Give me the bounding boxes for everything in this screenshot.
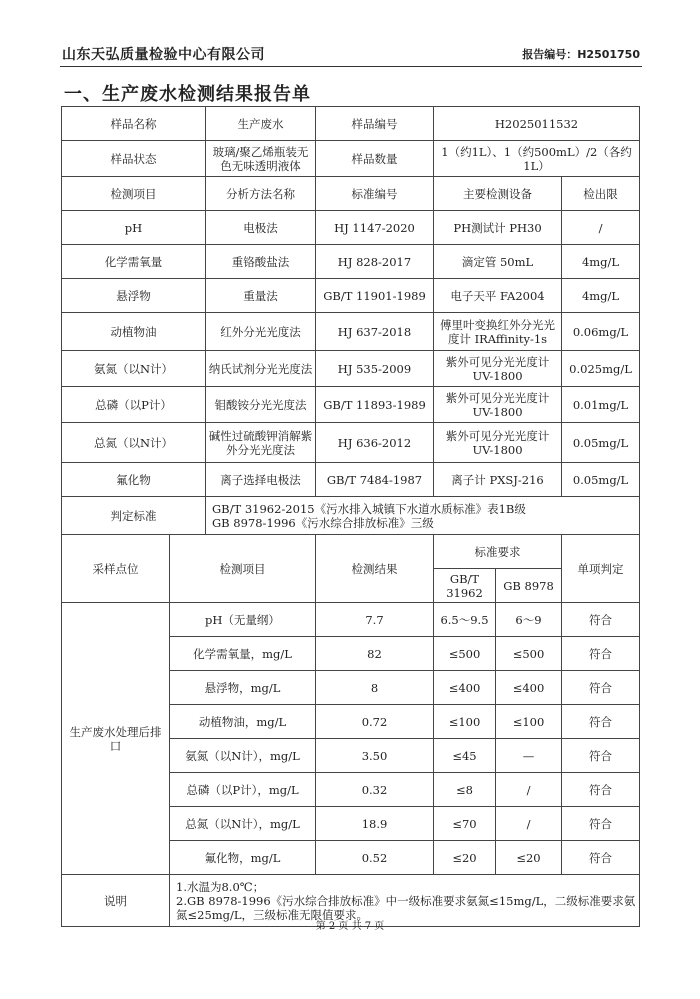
method-row bbox=[62, 245, 640, 279]
method-equipment: 离子计 PXSJ-216 bbox=[434, 463, 562, 497]
sample-no-label: 样品编号 bbox=[316, 107, 434, 141]
method-equipment: 电子天平 FA2004 bbox=[434, 279, 562, 313]
result-std-1-req: ≤400 bbox=[434, 671, 496, 705]
result-header-std-1: GB/T 31962 bbox=[434, 569, 496, 603]
sample-qty-label: 样品数量 bbox=[316, 141, 434, 177]
result-result: 0.72 bbox=[316, 705, 434, 739]
result-std-2-req: / bbox=[496, 807, 562, 841]
method-limit: 4mg/L bbox=[562, 279, 640, 313]
method-standard: HJ 828-2017 bbox=[316, 245, 434, 279]
result-verdict: 符合 bbox=[562, 603, 640, 637]
result-item: 动植物油，mg/L bbox=[170, 705, 316, 739]
result-std-1-req: ≤45 bbox=[434, 739, 496, 773]
method-standard: HJ 636-2012 bbox=[316, 423, 434, 463]
method-standard: HJ 535-2009 bbox=[316, 351, 434, 387]
result-header-site: 采样点位 bbox=[62, 535, 170, 603]
result-header-verdict: 单项判定 bbox=[562, 535, 640, 603]
result-header-item: 检测项目 bbox=[170, 535, 316, 603]
result-std-2-req: 6～9 bbox=[496, 603, 562, 637]
results-body bbox=[62, 603, 640, 875]
method-limit: 0.025mg/L bbox=[562, 351, 640, 387]
result-item: 化学需氧量，mg/L bbox=[170, 637, 316, 671]
method-equipment: 紫外可见分光光度计 UV-1800 bbox=[434, 387, 562, 423]
result-std-2-req: ≤400 bbox=[496, 671, 562, 705]
result-std-2-req: / bbox=[496, 773, 562, 807]
result-std-1-req: ≤500 bbox=[434, 637, 496, 671]
report-number-value: H2501750 bbox=[577, 48, 640, 61]
method-method: 重铬酸盐法 bbox=[206, 245, 316, 279]
method-item: pH bbox=[62, 211, 206, 245]
sample-state: 玻璃/聚乙烯瓶装无色无味透明液体 bbox=[206, 141, 316, 177]
result-std-1-req: ≤20 bbox=[434, 841, 496, 875]
method-item: 化学需氧量 bbox=[62, 245, 206, 279]
sample-qty: 1（约1L）、1（约500mL）/2（各约1L） bbox=[434, 141, 640, 177]
result-result: 8 bbox=[316, 671, 434, 705]
method-standard: HJ 1147-2020 bbox=[316, 211, 434, 245]
method-limit: 0.06mg/L bbox=[562, 313, 640, 351]
result-verdict: 符合 bbox=[562, 773, 640, 807]
method-equipment: 滴定管 50mL bbox=[434, 245, 562, 279]
result-std-1-req: 6.5～9.5 bbox=[434, 603, 496, 637]
result-result: 0.32 bbox=[316, 773, 434, 807]
method-header-limit: 检出限 bbox=[562, 177, 640, 211]
method-limit: 4mg/L bbox=[562, 245, 640, 279]
result-std-1-req: ≤100 bbox=[434, 705, 496, 739]
notes-label: 说明 bbox=[62, 875, 170, 927]
method-row bbox=[62, 279, 640, 313]
result-result: 3.50 bbox=[316, 739, 434, 773]
sample-name: 生产废水 bbox=[206, 107, 316, 141]
method-row bbox=[62, 211, 640, 245]
result-item: 悬浮物，mg/L bbox=[170, 671, 316, 705]
result-verdict: 符合 bbox=[562, 739, 640, 773]
method-row bbox=[62, 423, 640, 463]
result-std-2-req: — bbox=[496, 739, 562, 773]
method-item: 悬浮物 bbox=[62, 279, 206, 313]
method-item: 氨氮（以N计） bbox=[62, 351, 206, 387]
result-std-1-req: ≤8 bbox=[434, 773, 496, 807]
result-row bbox=[62, 603, 640, 637]
method-limit: 0.01mg/L bbox=[562, 387, 640, 423]
result-item: pH（无量纲） bbox=[170, 603, 316, 637]
sample-no: H2025011532 bbox=[434, 107, 640, 141]
result-std-2-req: ≤500 bbox=[496, 637, 562, 671]
method-standard: GB/T 11901-1989 bbox=[316, 279, 434, 313]
method-method: 离子选择电极法 bbox=[206, 463, 316, 497]
method-row bbox=[62, 463, 640, 497]
method-limit: / bbox=[562, 211, 640, 245]
judgement-standards bbox=[206, 497, 640, 535]
result-result: 0.52 bbox=[316, 841, 434, 875]
method-equipment: 傅里叶变换红外分光光度计 IRAffinity-1s bbox=[434, 313, 562, 351]
result-header-std-2: GB 8978 bbox=[496, 569, 562, 603]
method-standard: HJ 637-2018 bbox=[316, 313, 434, 351]
method-limit: 0.05mg/L bbox=[562, 463, 640, 497]
method-header-method: 分析方法名称 bbox=[206, 177, 316, 211]
method-item: 氟化物 bbox=[62, 463, 206, 497]
result-verdict: 符合 bbox=[562, 807, 640, 841]
result-result: 82 bbox=[316, 637, 434, 671]
result-item: 总磷（以P计），mg/L bbox=[170, 773, 316, 807]
report-number-label: 报告编号： bbox=[522, 48, 578, 61]
report-number bbox=[522, 46, 640, 62]
judgement-line-2: GB 8978-1996《污水综合排放标准》三级 bbox=[212, 515, 434, 530]
method-item: 动植物油 bbox=[62, 313, 206, 351]
company-name: 山东天弘质量检验中心有限公司 bbox=[62, 47, 265, 63]
result-item: 氨氮（以N计），mg/L bbox=[170, 739, 316, 773]
result-verdict: 符合 bbox=[562, 671, 640, 705]
judgement-label: 判定标准 bbox=[62, 497, 206, 535]
method-equipment: PH测试计 PH30 bbox=[434, 211, 562, 245]
page-footer: 第 2 页 共 7 页 bbox=[315, 921, 385, 932]
report-table bbox=[61, 106, 640, 927]
sample-name-label: 样品名称 bbox=[62, 107, 206, 141]
method-row bbox=[62, 351, 640, 387]
method-limit: 0.05mg/L bbox=[562, 423, 640, 463]
sampling-site: 生产废水处理后排口 bbox=[62, 603, 170, 875]
method-row bbox=[62, 313, 640, 351]
result-std-1-req: ≤70 bbox=[434, 807, 496, 841]
method-method: 电极法 bbox=[206, 211, 316, 245]
result-item: 总氮（以N计），mg/L bbox=[170, 807, 316, 841]
method-item: 总磷（以P计） bbox=[62, 387, 206, 423]
notes-line-1: 1.水温为8.0℃； bbox=[176, 879, 265, 894]
page-title: 一、生产废水检测结果报告单 bbox=[64, 84, 311, 105]
method-header-item: 检测项目 bbox=[62, 177, 206, 211]
result-item: 氟化物，mg/L bbox=[170, 841, 316, 875]
method-header-standard: 标准编号 bbox=[316, 177, 434, 211]
method-method: 重量法 bbox=[206, 279, 316, 313]
method-method: 红外分光光度法 bbox=[206, 313, 316, 351]
notes-line-2: 2.GB 8978-1996《污水综合排放标准》中一级标准要求氨氮≤15mg/L，二级标准要求氨氮≤25mg/L，三级标准无限值要求。 bbox=[176, 893, 636, 922]
result-verdict: 符合 bbox=[562, 705, 640, 739]
result-verdict: 符合 bbox=[562, 637, 640, 671]
method-equipment: 紫外可见分光光度计 UV-1800 bbox=[434, 351, 562, 387]
result-header-result: 检测结果 bbox=[316, 535, 434, 603]
sample-state-label: 样品状态 bbox=[62, 141, 206, 177]
method-standard: GB/T 11893-1989 bbox=[316, 387, 434, 423]
result-verdict: 符合 bbox=[562, 841, 640, 875]
result-std-2-req: ≤100 bbox=[496, 705, 562, 739]
method-item: 总氮（以N计） bbox=[62, 423, 206, 463]
method-header-equipment: 主要检测设备 bbox=[434, 177, 562, 211]
method-standard: GB/T 7484-1987 bbox=[316, 463, 434, 497]
method-method: 钼酸铵分光光度法 bbox=[206, 387, 316, 423]
result-header-requirement: 标准要求 bbox=[434, 535, 562, 569]
method-row bbox=[62, 387, 640, 423]
result-result: 18.9 bbox=[316, 807, 434, 841]
judgement-line-1: GB/T 31962-2015《污水排入城镇下水道水质标准》表1B级 bbox=[212, 501, 526, 516]
method-method: 碱性过硫酸钾消解紫外分光光度法 bbox=[206, 423, 316, 463]
result-result: 7.7 bbox=[316, 603, 434, 637]
method-method: 纳氏试剂分光光度法 bbox=[206, 351, 316, 387]
result-std-2-req: ≤20 bbox=[496, 841, 562, 875]
method-equipment: 紫外可见分光光度计 UV-1800 bbox=[434, 423, 562, 463]
methods-body bbox=[62, 211, 640, 497]
header-divider bbox=[60, 66, 642, 67]
